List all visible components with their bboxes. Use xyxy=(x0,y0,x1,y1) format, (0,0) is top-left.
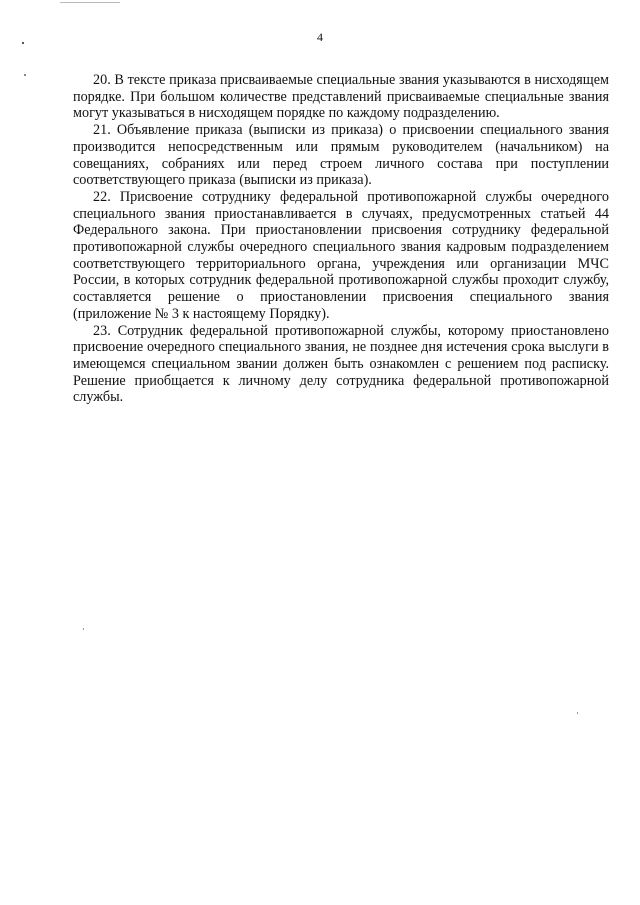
scan-artifact-dot xyxy=(577,712,578,714)
paragraph-23: 23. Сотрудник федеральной противопожарной службы, которому приостановлено присвоение очередного специального звания, не позднее дня истечения срока выслуги в имеющемся специальном звании должен быть ознакомлен с решением под расписку. Решение приобщается к личному делу сотрудника федеральной противопожарной службы. xyxy=(73,322,609,406)
paragraph-21: 21. Объявление приказа (выписки из приказа) о присвоении специального звания производится непосредственным или прямым руководителем (начальником) на совещаниях, собраниях или перед строем личного состава при поступлении соответствующего приказа (выписки из приказа). xyxy=(73,122,609,189)
scan-artifact-dot xyxy=(24,74,26,76)
page-number: 4 xyxy=(317,30,323,44)
document-body xyxy=(73,72,609,406)
paragraph-20: 20. В тексте приказа присваиваемые специальные звания указываются в нисходящем порядке. При большом количестве представлений присваиваемые специальные звания могут указываться в нисходящем порядке по каждому подразделению. xyxy=(73,72,609,122)
paragraph-22: 22. Присвоение сотруднику федеральной противопожарной службы очередного специального звания приостанавливается в случаях, предусмотренных статьей 44 Федерального закона. При приостановлении присвоения сотруднику федеральной противопожарной службы очередного специального звания кадровым подразделением соответствующего территориального органа, учреждения или организации МЧС России, в которых сотрудник федеральной противопожарной службы проходит службу, составляется решение о приостановлении присвоения специального звания (приложение № 3 к настоящему Порядку). xyxy=(73,188,609,322)
scan-artifact-line xyxy=(60,2,120,3)
scan-artifact-dot xyxy=(83,628,84,630)
